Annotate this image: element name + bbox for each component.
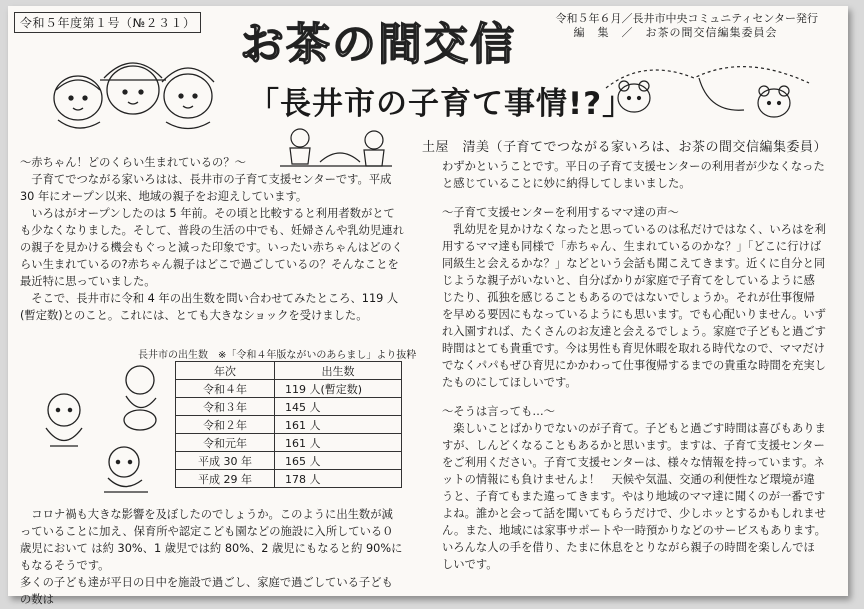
section-heading: ～赤ちゃん！どのくらい生まれているの？～	[20, 156, 246, 169]
year-cell: 令和元年	[176, 434, 275, 452]
publisher-line: 令和５年６月／長井市中央コミュニティセンター発行	[555, 12, 818, 25]
birth-count-table	[175, 361, 402, 488]
table-row	[176, 398, 402, 416]
paragraph: いろはがオープンしたのは 5 年前。その頃と比較すると利用者数がとても少なくなりました。そして、普段の生活の中でも、妊婦さんや乳幼児連れの親子を見かける機会もぐっと減った印象です。いったい赤ちゃんはどのくらい生まれているの?赤ちゃん親子はどこで過ごしているの？そんなことを最近特に思っていました。	[20, 207, 404, 288]
table-row	[176, 452, 402, 470]
count-cell: 178 人	[275, 470, 402, 488]
year-cell: 平成 29 年	[176, 470, 275, 488]
paragraph: 子育てでつながる家いろはは、長井市の子育て支援センターです。平成 30 年にオープン以来、地域の親子をお迎えしています。	[20, 173, 392, 203]
count-cell: 161 人	[275, 416, 402, 434]
count-cell: 119 人(暫定数)	[275, 380, 402, 398]
masthead-title: お茶の間交信	[240, 19, 516, 70]
paragraph: 乳幼児を見かけなくなったと思っているのは私だけではなく、いろはを利用するママ達も同様で「赤ちゃん、生まれているのかな？」「どこに行けば同級生と会えるかな？」などという会話も聞こえてきます。近くに自分と同じような親子がいないと、自分ばかりが家庭で子育てをしているように感じたり、孤独を感じることもあるのではないでしょうか。それが仕事復帰を早める要因にもなっているようにも思います。でも心配いりません。いずれ入園すれば、たくさんのお友達と会えるでしょう。家庭で子どもと過ごす時間はとても貴重です。今は男性も育児休暇を取れる時代なので、ママだけでなくパパもぜひ育児にかかわって仕事復帰するまでの貴重な時間を充実したものにしてほしいです。	[442, 223, 826, 389]
table-header-year: 年次	[176, 362, 275, 380]
table-row	[176, 416, 402, 434]
year-cell: 令和４年	[176, 380, 275, 398]
count-cell: 145 人	[275, 398, 402, 416]
children-illustration	[38, 40, 228, 135]
article-headline: 「長井市の子育て事情!?」	[248, 86, 635, 122]
section-heading: ～子育て支援センターを利用するママ達の声～	[442, 206, 679, 219]
year-cell: 令和２年	[176, 416, 275, 434]
table-header-row	[176, 362, 402, 380]
year-cell: 平成 30 年	[176, 452, 275, 470]
paragraph: 多くの子ども達が平日の日中を施設で過ごし、家庭で過ごしている子どもの数は	[20, 576, 393, 606]
paragraph: わずかということです。平日の子育て支援センターの利用者が少なくなったと感じていることに妙に納得してしまいました。	[442, 160, 825, 190]
count-cell: 165 人	[275, 452, 402, 470]
table-header-count: 出生数	[275, 362, 402, 380]
count-cell: 161 人	[275, 434, 402, 452]
left-column	[20, 152, 404, 324]
babies-illustration	[22, 358, 172, 498]
paragraph: コロナ禍も大きな影響を及ぼしたのでしょうか。このように出生数が減っていることに加え、保育所や認定こども園などの施設に入所している０歳児において は約 30%、1 歳児では約 80%、2 歳児にもなると約 90%にもなるそうです。	[20, 508, 403, 572]
section-heading: ～そうは言っても…～	[442, 405, 555, 418]
publication-info	[556, 12, 818, 40]
article-author: 土屋 清美（子育てでつながる家いろは、お茶の間交信編集委員）	[422, 140, 828, 155]
newsletter-page	[8, 6, 848, 606]
issue-number: 令和５年度第１号（№２３１）	[14, 12, 201, 33]
table-row	[176, 470, 402, 488]
editor-line: 編 集 ／ お茶の間交信編集委員会	[573, 26, 778, 39]
paragraph: そこで、長井市に令和 4 年の出生数を問い合わせてみたところ、119 人(暫定数)とのこと。これには、とても大きなショックを受けました。	[20, 292, 399, 322]
animals-illustration	[604, 58, 814, 128]
table-row	[176, 434, 402, 452]
left-column-bottom	[20, 506, 404, 608]
paragraph: 楽しいことばかりでないのが子育て。子どもと過ごす時間は喜びもありますが、しんどくなることもあるかと思います。ますは、子育て支援センターをご利用ください。子育て支援センターは、様々な情報を持っています。ネットの情報にも負けませんよ！ 天候や気温、交通の利便性など環境が違うと、子育てもまた違ってきます。やはり地域のママ達に聞くのが一番ですよね。誰かと会って話を聞いてもらうだけで、少しホッとするかもしれません。また、地域には家事サポートや一時預かりなどのサービスもあります。いろんな人の手を借り、たまに休息をとりながら親子の時間を楽しんでほしいです。	[442, 422, 826, 571]
table-caption: 長井市の出生数 ※「令和４年版ながいのあらまし」より抜粋	[138, 350, 417, 361]
table-row	[176, 380, 402, 398]
year-cell: 令和３年	[176, 398, 275, 416]
right-column	[442, 158, 826, 573]
